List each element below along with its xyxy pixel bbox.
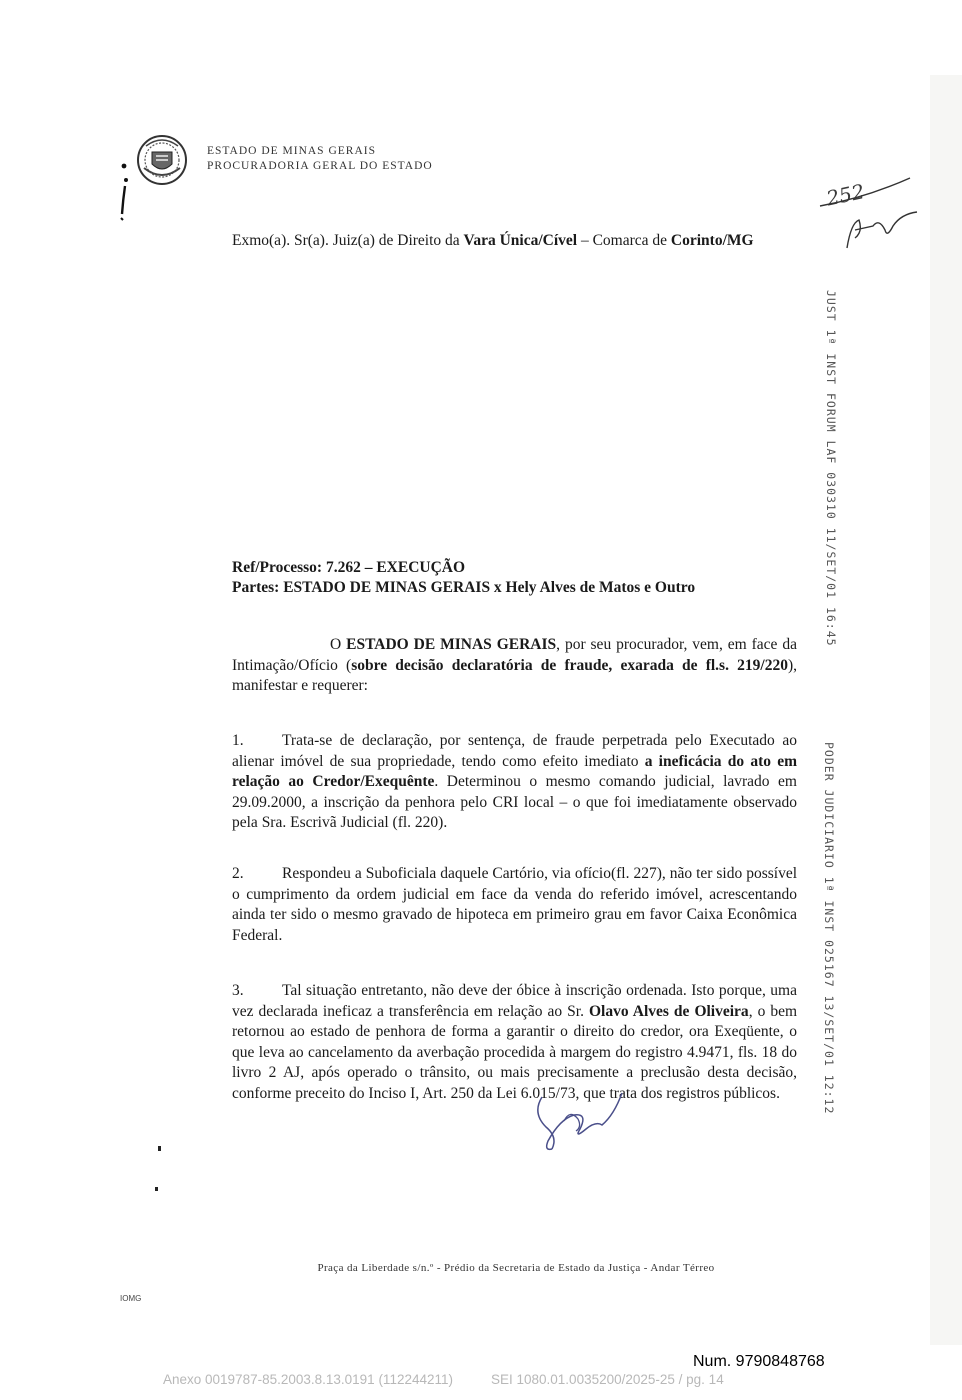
scanned-page-edge (930, 75, 962, 1345)
paragraph-1-text-a: Trata-se de declaração, por sentença, de fraude perpetrada pelo Executado ao alienar imóvel de sua propriedade, tendo como efeito imediato (232, 732, 797, 770)
scan-speck (155, 1187, 158, 1191)
district-name: Corinto/MG (670, 232, 754, 249)
letterhead-office: PROCURADORIA GERAL DO ESTADO (207, 160, 433, 172)
sei-watermark (163, 1372, 724, 1387)
intro-text-c: , por seu procurador, vem, em face da Intimação/Ofício ( (232, 636, 797, 674)
paragraph-2 (232, 864, 797, 946)
named-person: Olavo Alves de Oliveira (589, 1002, 749, 1020)
receipt-stamp-2: PODER JUDICIARIO 1ª INST 025167 13/SET/01 12:12 (822, 742, 836, 1115)
addressee-prefix: Exmo(a). Sr(a). Juiz(a) de Direito da (232, 232, 464, 249)
coat-of-arms-icon (134, 132, 190, 188)
process-reference: Ref/Processo: 7.262 – EXECUÇÃO (232, 559, 466, 576)
paragraph-number: 3. (232, 982, 244, 999)
paragraph-number: 2. (232, 865, 244, 882)
paragraph-1-text-c: . Determinou o mesmo comando judicial, lavrado em 29.09.2000, a inscrição da penhora pelo CRI local – o que foi imediatamente observado pela Sra. Escrivã Judicial (fl. 220). (232, 773, 797, 831)
paragraph-number: 1. (232, 732, 244, 749)
court-name: Vara Única/Cível (463, 232, 578, 249)
paragraph-3-text-a: Tal situação entretanto, não deve der óbice à inscrição ordenada. Isto porque, uma vez declarada ineficaz a transferência em relação ao Sr. (232, 982, 797, 1020)
paragraph-1 (232, 731, 797, 834)
printer-mark: IOMG (120, 1294, 142, 1303)
letterhead (207, 144, 433, 174)
paragraph-2-text: Respondeu a Suboficiala daquele Cartório, via ofício(fl. 227), não ter sido possível o cumprimento da ordem judicial em face da venda do referido imóvel, acrescentando ainda ter sido o mesmo gravado de hipoteca em primeiro grau em favor Caixa Econômica Federal. (232, 865, 797, 944)
paragraph-1-emphasis: a ineficácia do ato em relação ao Credor/Exequênte (232, 752, 797, 790)
sei-process-reference: SEI 1080.01.0035200/2025-25 / pg. 14 (491, 1372, 724, 1387)
reference-block (232, 558, 695, 598)
handwritten-folio-number: 252 (824, 179, 867, 211)
receipt-stamp-1: JUST 1ª INST FORUM LAF 030310 11/SET/01 16:45 (824, 290, 838, 647)
paragraph-3-text-c: , o bem retornou ao estado de penhora de forma a garantir o direito do credor, ora Exeqüente, o que leva ao cancelamento da averbação procedida à margem do registro 4.9471, fls. 18 do livro 2 AJ, após operado o trânsito, ou mais precisamente a preclusão desta decisão, conforme preceito do Inciso I, Art. 250 da Lei 6.015/73, que trata dos registros públicos. (232, 1002, 798, 1102)
intro-text-e: ), manifestar e requerer: (232, 656, 797, 694)
parties-line: Partes: ESTADO DE MINAS GERAIS x Hely Alves de Matos e Outro (232, 579, 696, 596)
scan-speck (158, 1146, 161, 1151)
document-number: Num. 9790848768 (693, 1353, 825, 1370)
intro-paragraph (232, 635, 797, 697)
letterhead-state: ESTADO DE MINAS GERAIS (207, 145, 376, 157)
paragraph-3 (232, 981, 797, 1104)
annex-reference: Anexo 0019787-85.2003.8.13.0191 (112244211) (163, 1372, 453, 1387)
handwritten-signature (530, 1085, 630, 1155)
intro-party: ESTADO DE MINAS GERAIS (346, 636, 557, 653)
intro-subject: sobre decisão declaratória de fraude, exarada de fl.s. 219/220 (351, 656, 788, 674)
addressee-line (232, 232, 832, 250)
footer-address: Praça da Liberdade s/n.º - Prédio da Secretaria de Estado da Justiça - Andar Térreo (317, 1262, 715, 1274)
intro-text-a: O (330, 636, 347, 653)
addressee-middle: – Comarca de (577, 232, 671, 249)
margin-scribble (116, 160, 132, 222)
